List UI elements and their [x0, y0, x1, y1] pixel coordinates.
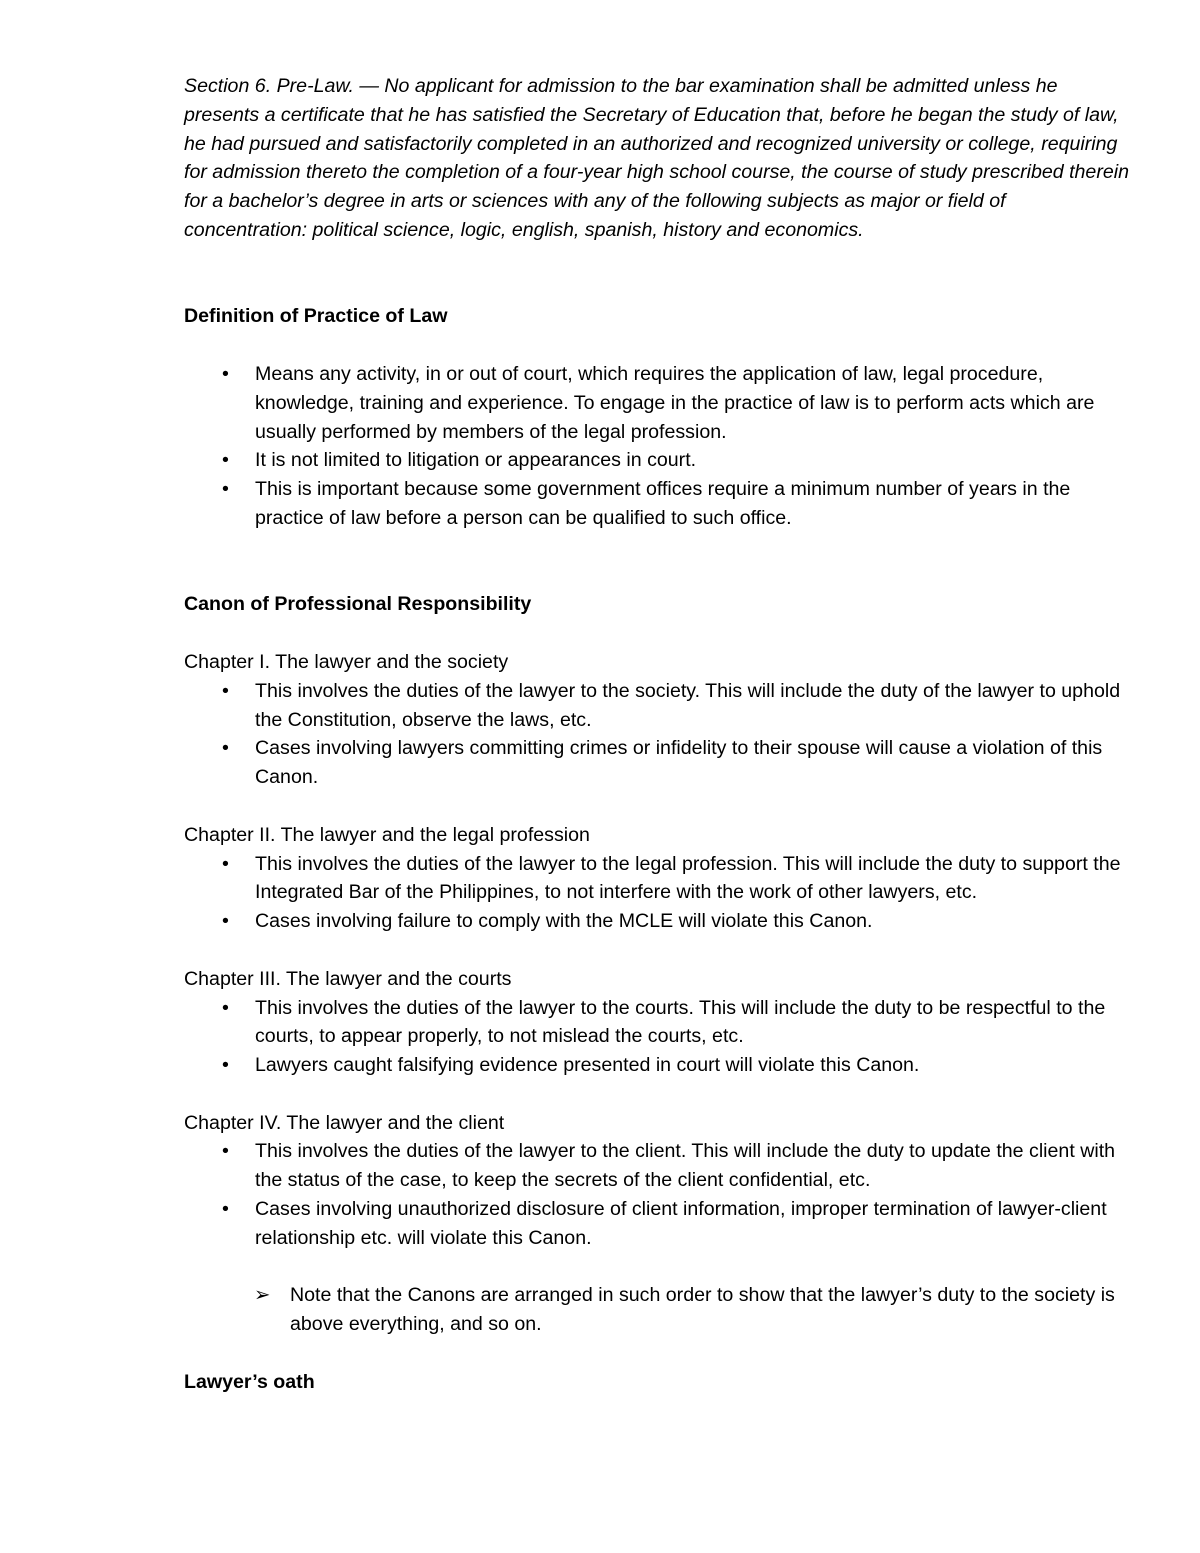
- list-item: [184, 360, 1134, 446]
- list-item: [184, 1051, 1134, 1080]
- canon-heading: Canon of Professional Responsibility: [184, 593, 532, 616]
- chapter-1-list: [184, 677, 1134, 792]
- list-item: [184, 850, 1134, 908]
- list-item-text: Lawyers caught falsifying evidence presented in court will violate this Canon.: [255, 1054, 920, 1077]
- chapter-3-list: [184, 994, 1134, 1080]
- spacer: [184, 331, 1134, 360]
- chapter-4-list: [184, 1137, 1134, 1252]
- arrow-bullet-icon: ➢: [254, 1284, 271, 1307]
- bullet-icon: •: [222, 1198, 229, 1221]
- list-item-text: This involves the duties of the lawyer to the legal profession. This will include the duty to support the Integrated Bar of the Philippines, to not interfere with the work of other lawyers, etc.: [255, 852, 1121, 904]
- practice-of-law-heading: Definition of Practice of Law: [184, 305, 448, 328]
- bullet-icon: •: [222, 996, 229, 1019]
- chapter-1-title: Chapter I. The lawyer and the society: [184, 650, 509, 673]
- list-item-text: This involves the duties of the lawyer to the client. This will include the duty to update the client with the status of the case, to keep the secrets of the client confidential, etc.: [255, 1140, 1116, 1192]
- list-item-text: This is important because some government offices require a minimum number of years in the practice of law before a person can be qualified to such office.: [255, 478, 1071, 529]
- note-text: Note that the Canons are arranged in such order to show that the lawyer’s duty to the society is above everything, and so on.: [290, 1284, 1115, 1336]
- chapter-2-title: Chapter II. The lawyer and the legal profession: [184, 823, 590, 846]
- bullet-icon: •: [222, 679, 229, 702]
- practice-of-law-list: [184, 360, 1134, 533]
- chapter-2-list: [184, 850, 1134, 936]
- list-item-text: This involves the duties of the lawyer to the courts. This will include the duty to be respectful to the courts, to appear properly, to not mislead the courts, etc.: [255, 996, 1106, 1048]
- bullet-icon: •: [222, 1054, 229, 1077]
- list-item: [184, 1137, 1134, 1195]
- list-item: [184, 677, 1134, 735]
- list-item-text: Means any activity, in or out of court, which requires the application of law, legal procedure, knowledge, training and experience. To engage in the practice of law is to perform acts which are usually performed by members of the legal profession.: [255, 362, 1095, 443]
- list-item-text: Cases involving lawyers committing crimes or infidelity to their spouse will cause a violation of this Canon.: [255, 737, 1103, 789]
- spacer: [184, 1080, 1134, 1109]
- bullet-icon: •: [222, 362, 229, 385]
- lawyers-oath-heading: Lawyer’s oath: [184, 1370, 315, 1393]
- chapter-3-title: Chapter III. The lawyer and the courts: [184, 967, 512, 990]
- list-item: [184, 1195, 1134, 1253]
- spacer: [184, 792, 1134, 821]
- list-item: [184, 475, 1134, 533]
- document-page: [184, 72, 1134, 1397]
- spacer: [184, 619, 1134, 648]
- list-item: [184, 734, 1134, 792]
- chapter-4-title: Chapter IV. The lawyer and the client: [184, 1111, 505, 1134]
- bullet-icon: •: [222, 449, 229, 472]
- bullet-icon: •: [222, 1140, 229, 1163]
- bullet-icon: •: [222, 478, 229, 501]
- bullet-icon: •: [222, 852, 229, 875]
- spacer: [184, 533, 1134, 591]
- bullet-icon: •: [222, 737, 229, 760]
- list-item: [184, 907, 1134, 936]
- section-6-paragraph: Section 6. Pre-Law. — No applicant for admission to the bar examination shall be admitted unless he presents a certificate that he has satisfied the Secretary of Education that, before he began the study of law, he had pursued and satisfactorily completed in an authorized and recognized university or college, requiring for admission thereto the completion of a four-year high school course, the course of study prescribed therein for a bachelor’s degree in arts or sciences with any of the following subjects as major or field of concentration: political science, logic, english, spanish, history and economics.: [184, 75, 1130, 241]
- canon-order-note: [184, 1281, 1134, 1339]
- list-item: [184, 446, 1134, 475]
- spacer: [184, 245, 1134, 303]
- list-item-text: Cases involving failure to comply with the MCLE will violate this Canon.: [255, 910, 873, 933]
- spacer: [184, 1253, 1134, 1282]
- bullet-icon: •: [222, 910, 229, 933]
- list-item: [184, 994, 1134, 1052]
- spacer: [184, 936, 1134, 965]
- spacer: [184, 1339, 1134, 1368]
- list-item-text: It is not limited to litigation or appearances in court.: [255, 449, 697, 472]
- list-item-text: This involves the duties of the lawyer to the society. This will include the duty of the lawyer to uphold the Constitution, observe the laws, etc.: [255, 679, 1121, 731]
- list-item-text: Cases involving unauthorized disclosure of client information, improper termination of lawyer-client relationship etc. will violate this Canon.: [255, 1198, 1107, 1249]
